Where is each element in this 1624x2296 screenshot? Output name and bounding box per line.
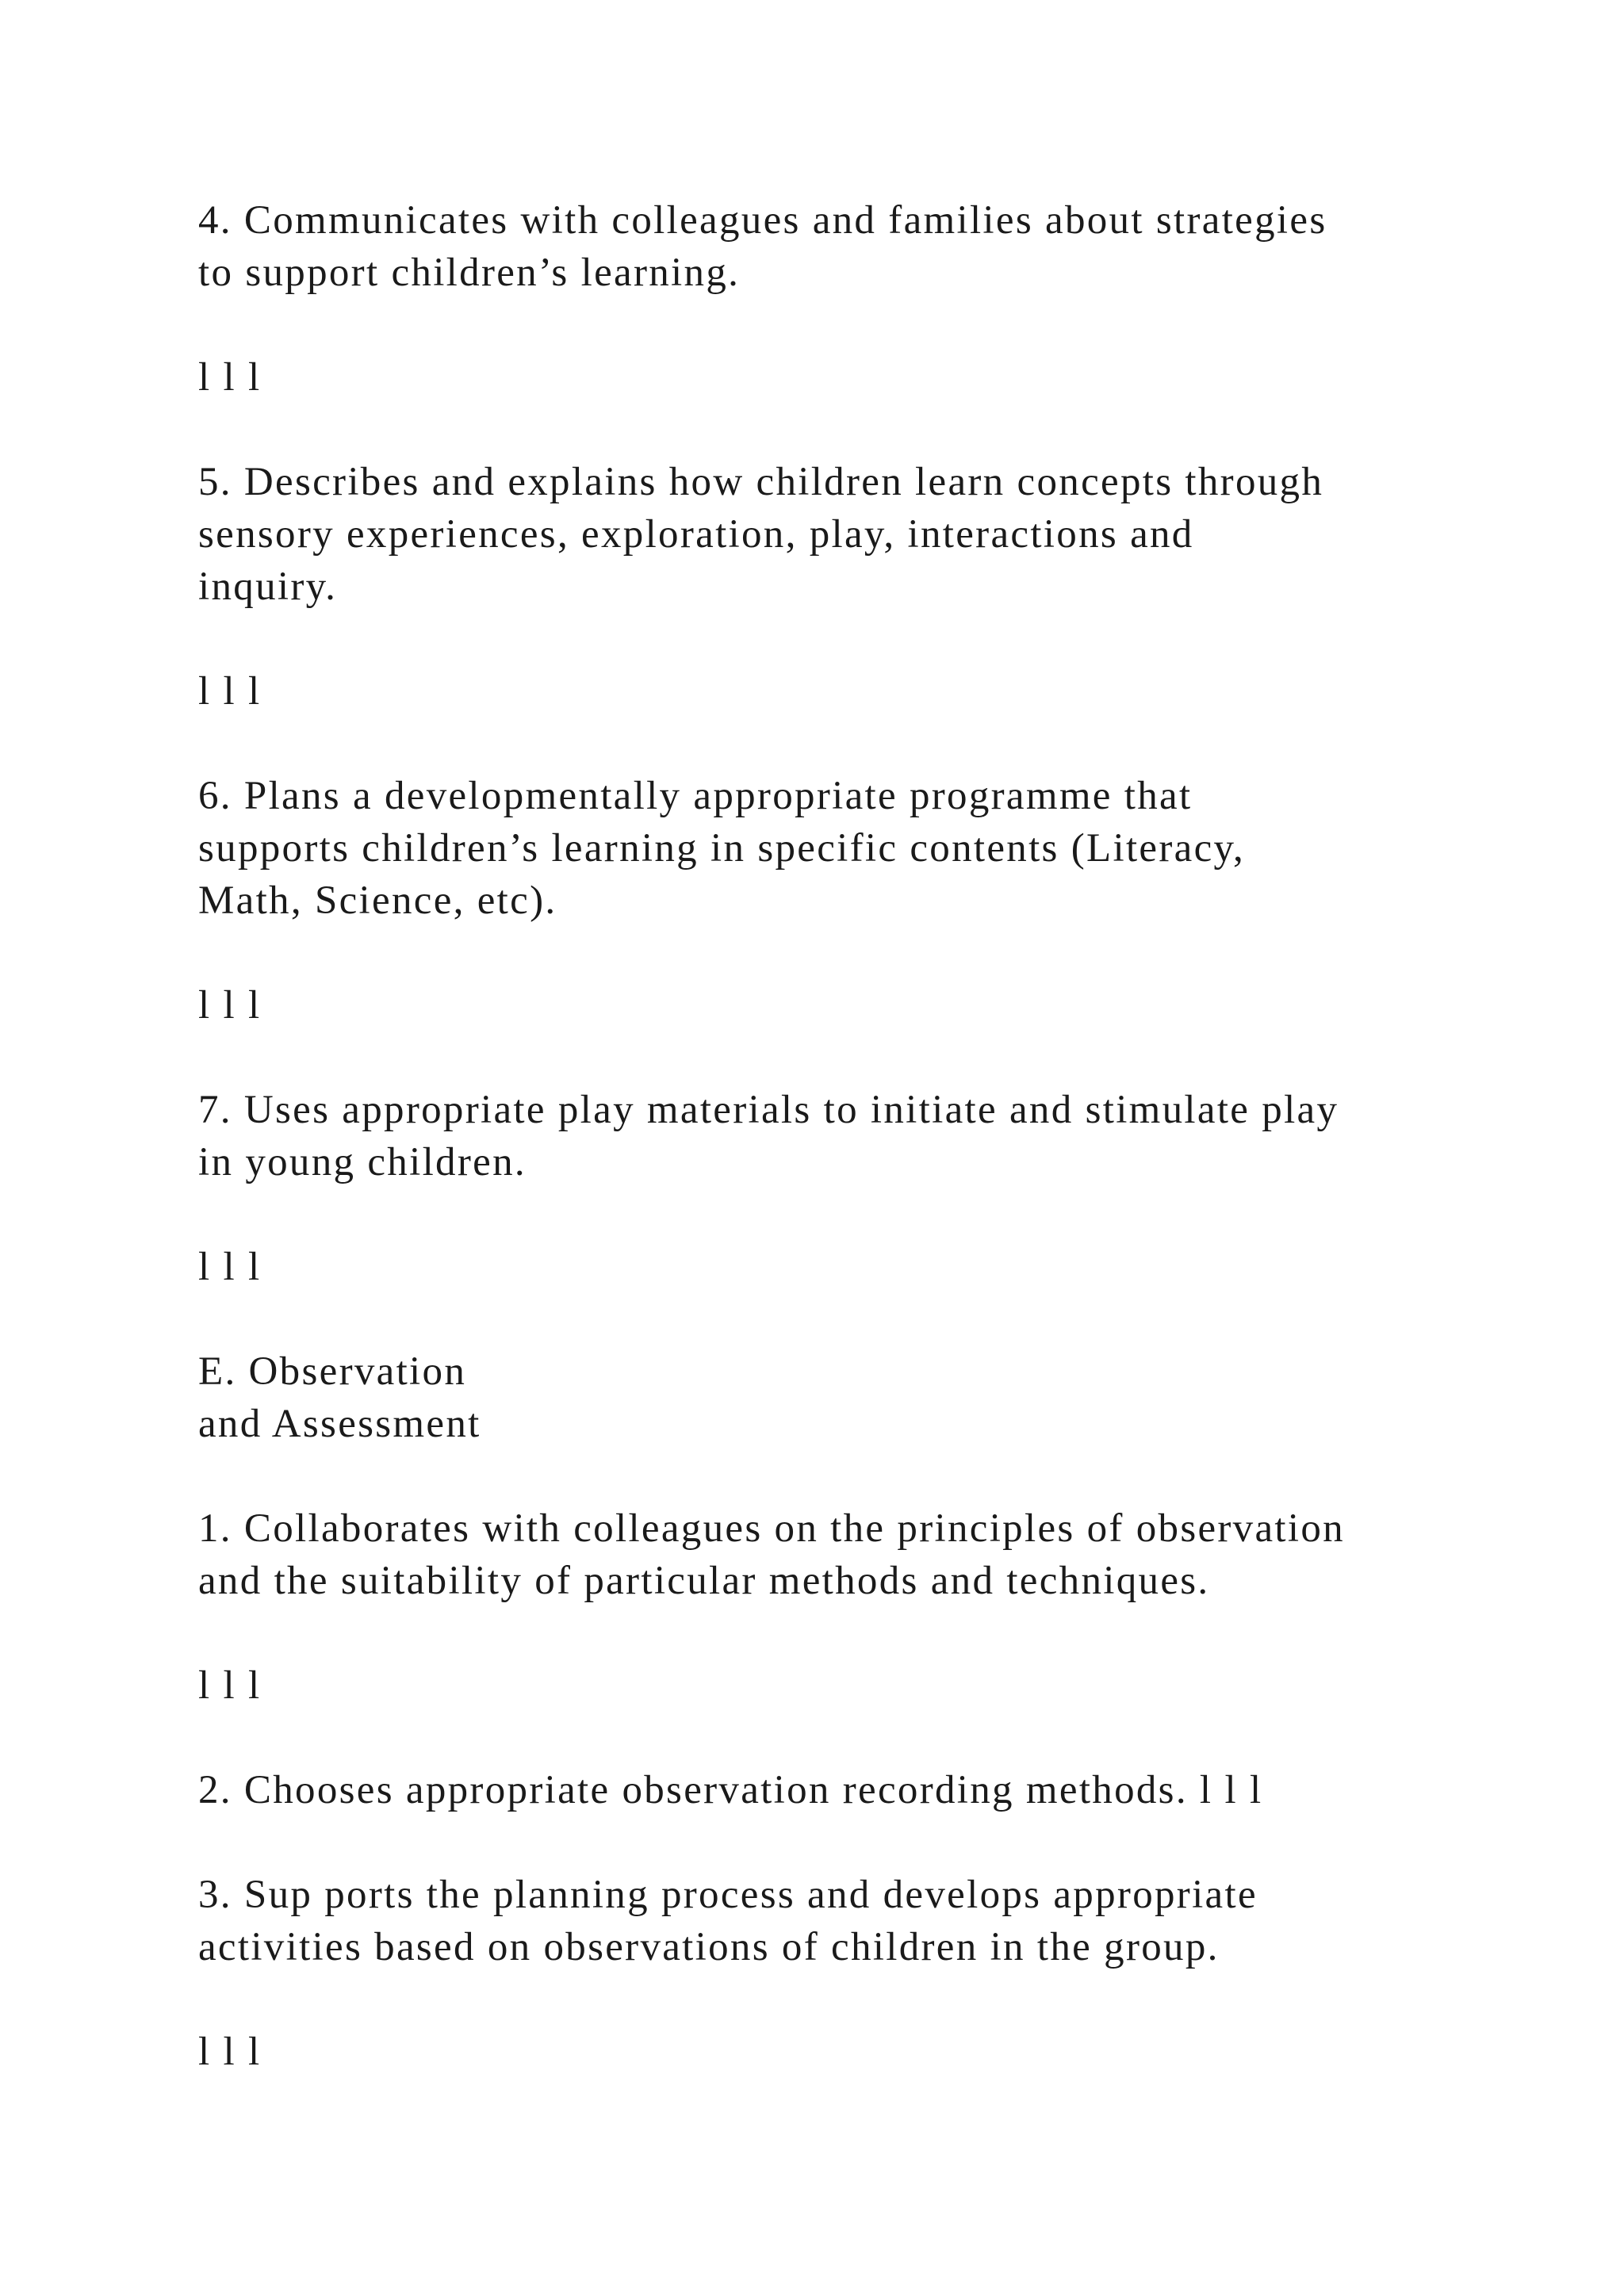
section-e-item-3-rating: l l l [198,2030,262,2074]
item-7-rating: l l l [198,1245,262,1289]
item-4-rating: l l l [198,355,262,400]
item-6-text-line-1: 6. Plans a developmentally appropriate programme that [198,774,1193,818]
item-4-text-line-1: 4. Communicates with colleagues and families about strategies [198,198,1327,243]
item-6-text-line-2: supports children’s learning in specific contents (Literacy, [198,826,1246,871]
item-5-rating: l l l [198,669,262,714]
item-5-text-line-3: inquiry. [198,564,338,609]
section-e-item-1-text-line-2: and the suitability of particular methods and techniques. [198,1559,1210,1603]
item-4-text-line-2: to support children’s learning. [198,251,741,295]
item-7-text-line-1: 7. Uses appropriate play materials to initiate and stimulate play [198,1088,1339,1132]
section-e-item-1-text-line-1: 1. Collaborates with colleagues on the principles of observation [198,1506,1345,1551]
item-6-text-line-3: Math, Science, etc). [198,878,557,923]
section-e-item-2-text-line-1: 2. Chooses appropriate observation recording methods. l l l [198,1768,1263,1812]
section-e-item-1-rating: l l l [198,1663,262,1708]
item-6-rating: l l l [198,983,262,1027]
section-e-heading-line-1: E. Observation [198,1349,467,1394]
item-5-text-line-1: 5. Describes and explains how children learn concepts through [198,460,1324,504]
section-e-item-3-text-line-2: activities based on observations of children in the group. [198,1925,1220,1969]
section-e-heading-line-2: and Assessment [198,1402,481,1446]
item-5-text-line-2: sensory experiences, exploration, play, interactions and [198,512,1194,557]
item-7-text-line-2: in young children. [198,1140,527,1184]
section-e-item-3-text-line-1: 3. Sup ports the planning process and develops appropriate [198,1873,1258,1917]
